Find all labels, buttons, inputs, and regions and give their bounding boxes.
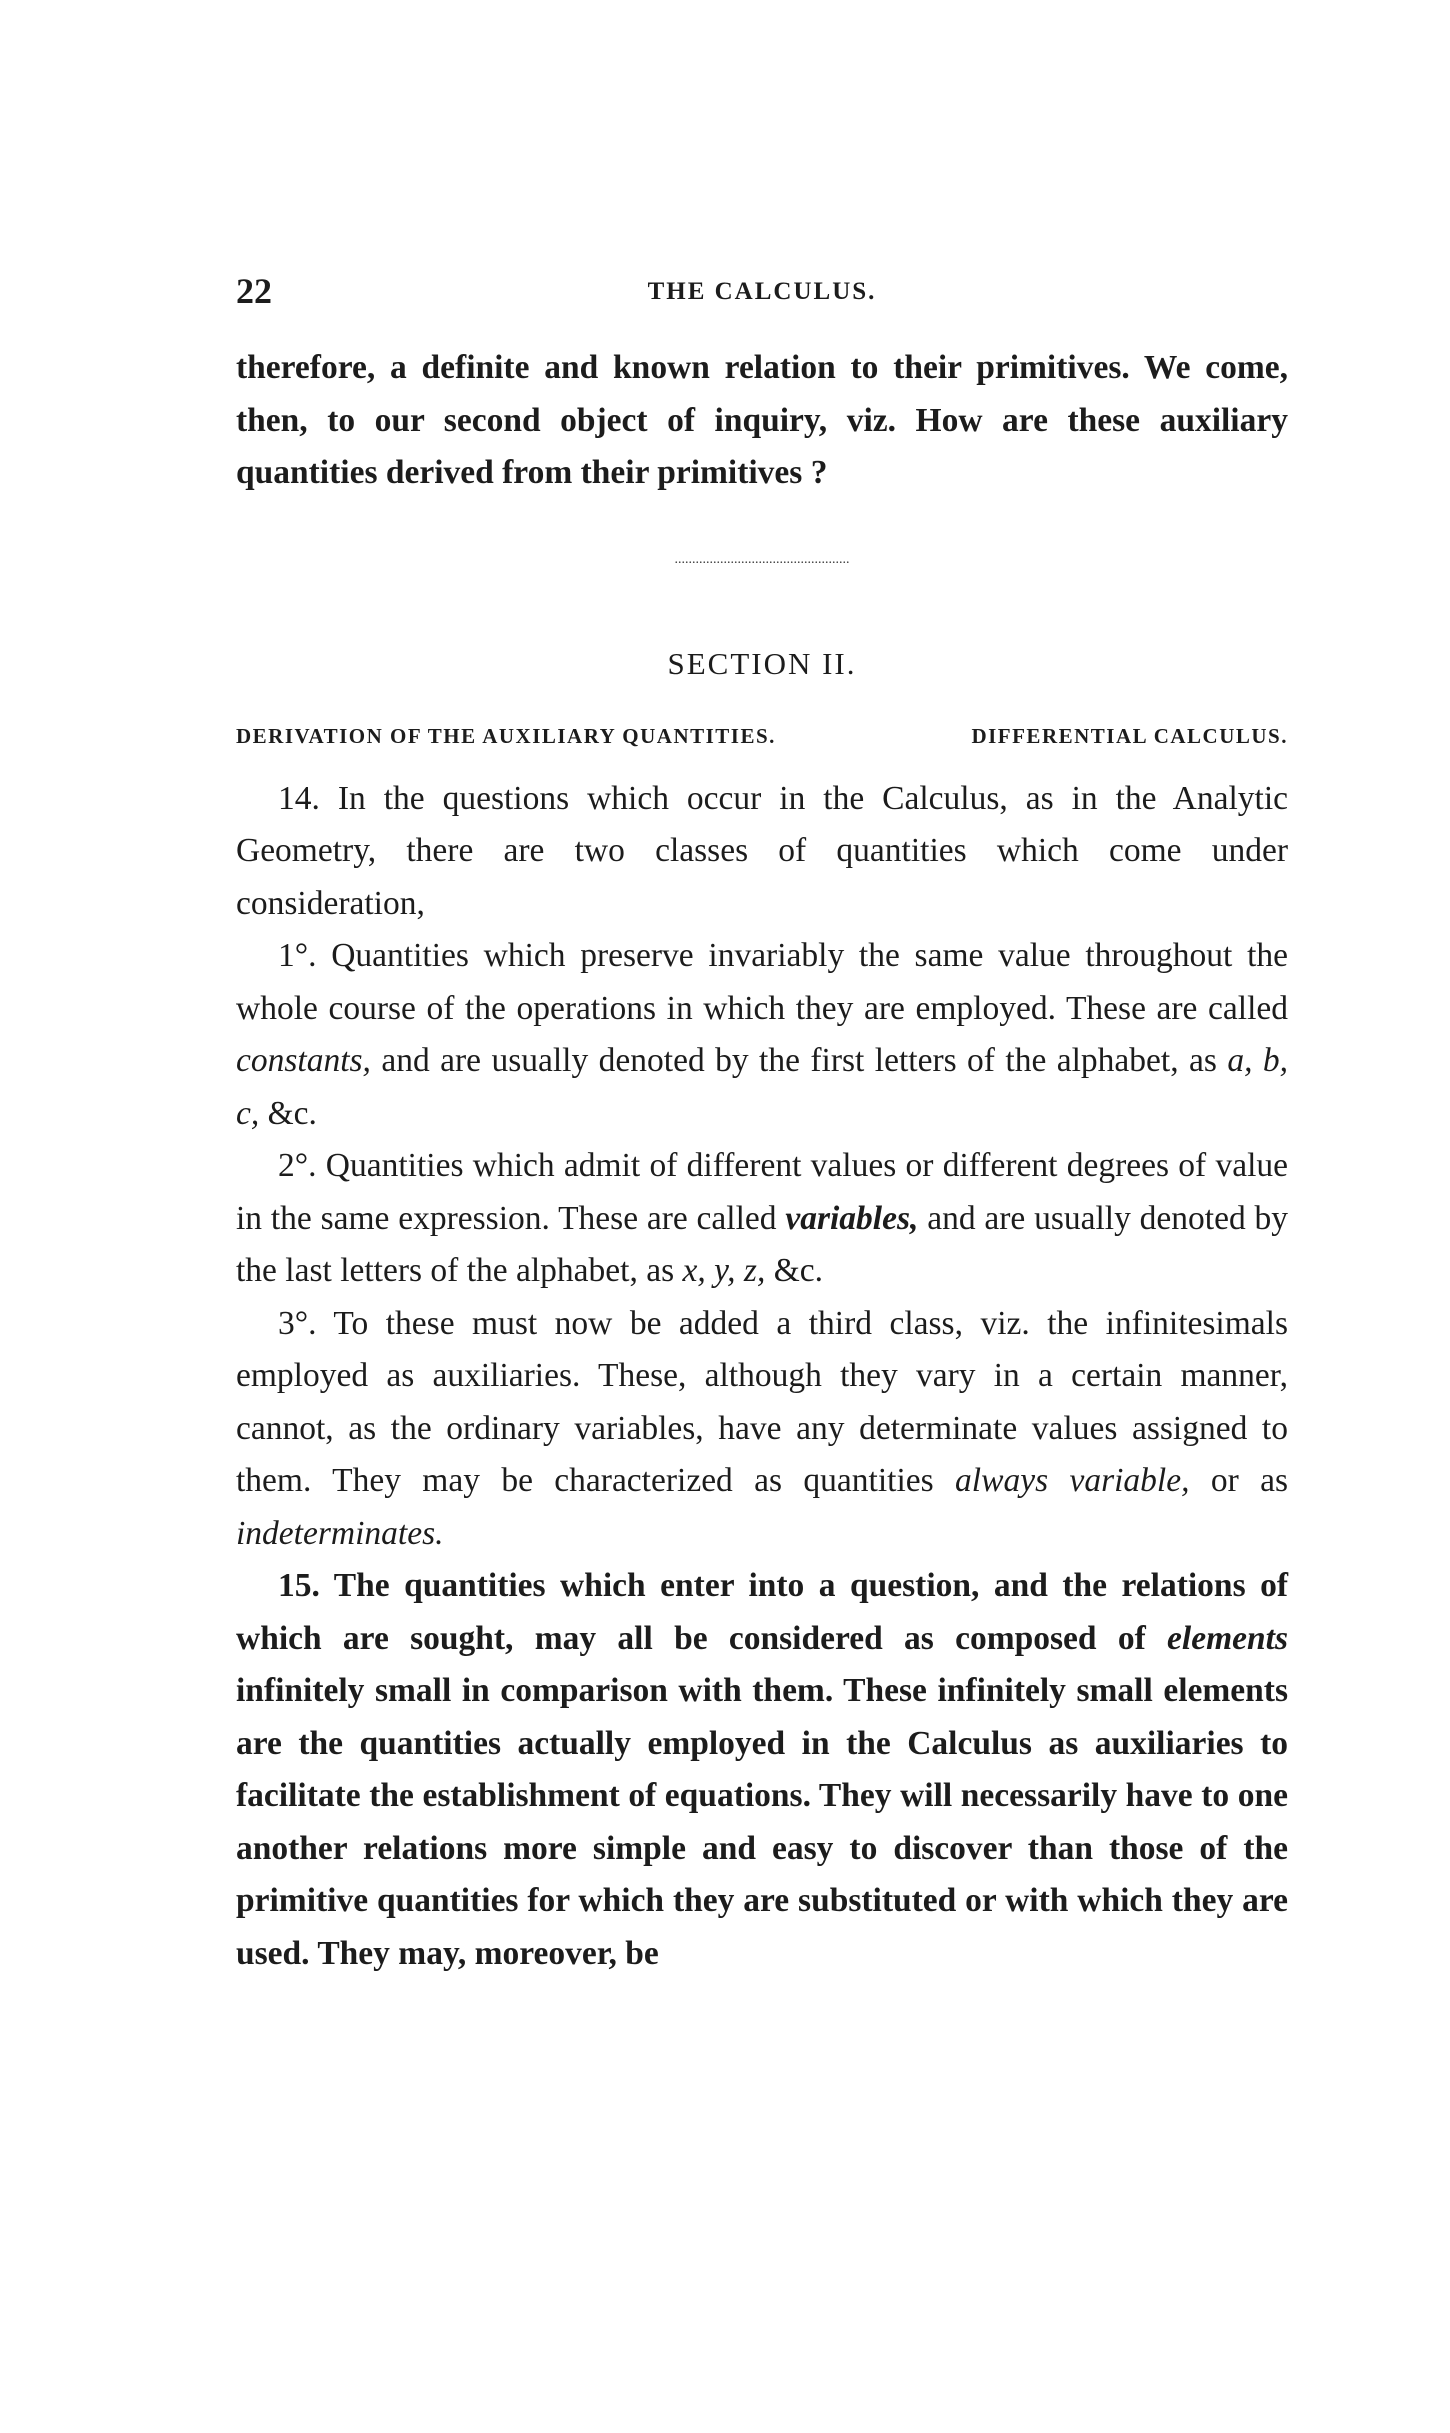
book-page	[236, 270, 1288, 1980]
paragraph-14: 14. In the questions which occur in the Calculus, as in the Analytic Geometry, there are two classes of quantities which come under consideration,	[236, 779, 1288, 922]
paragraph-infinitesimals: 3°. To these must now be added a third class, viz. the infinitesimals employed as auxiliaries. These, although they vary in a certain manner, cannot, as the ordinary variables, have any determinate values assigned to them. They may be characterized as quantities always variable, or as indeterminates.	[236, 1304, 1289, 1552]
term-always-variable: always variable,	[955, 1462, 1190, 1499]
intro-paragraph: therefore, a definite and known relation to their primitives. We come, then, to our second object of inquiry, viz. How are these auxiliary quantities derived from their primitives ?	[236, 349, 1288, 491]
term-variables: variables,	[785, 1199, 919, 1237]
paragraph-constants: 1°. Quantities which preserve invariably the same value throughout the whole course of the operations in which they are employed. These are called constants, and are usually denoted by the first letters of the alphabet, as a, b, c, &c.	[236, 937, 1288, 1132]
vars-xyz: x, y, z,	[682, 1252, 766, 1289]
subtitle-differential: DIFFERENTIAL CALCULUS.	[971, 723, 1288, 748]
section-separator: ..................................................	[674, 551, 850, 567]
subtitle-derivation: DERIVATION OF THE AUXILIARY QUANTITIES.	[236, 723, 776, 748]
paragraph-15: 15. The quantities which enter into a question, and the relations of which are sought, may all be considered as composed of elements infinitely small in comparison with them. These infinitely small elements are the quantities actually employed in the Calculus as auxiliaries to facilitate the establishment of equations. They will necessarily have to one another relations more simple and easy to discover than those of the primitive quantities for which they are substituted or with which they are used. They may, moreover, be	[236, 1567, 1288, 1972]
paragraph-variables: 2°. Quantities which admit of different values or different degrees of value in the same expression. These are called variables, and are usually denoted by the last letters of the alphabet, as x, y, z, &c.	[236, 1147, 1289, 1289]
page-header	[236, 270, 1288, 330]
section-title: SECTION II.	[667, 645, 857, 681]
section-subtitle	[236, 724, 1288, 749]
term-constants: constants,	[236, 1042, 371, 1079]
page-number: 22	[236, 271, 272, 311]
vars-abc: a, b, c,	[236, 1042, 1288, 1132]
term-indeterminates: indeterminates.	[236, 1514, 444, 1552]
term-elements: elements	[1167, 1619, 1288, 1657]
running-title: THE CALCULUS.	[647, 278, 877, 305]
